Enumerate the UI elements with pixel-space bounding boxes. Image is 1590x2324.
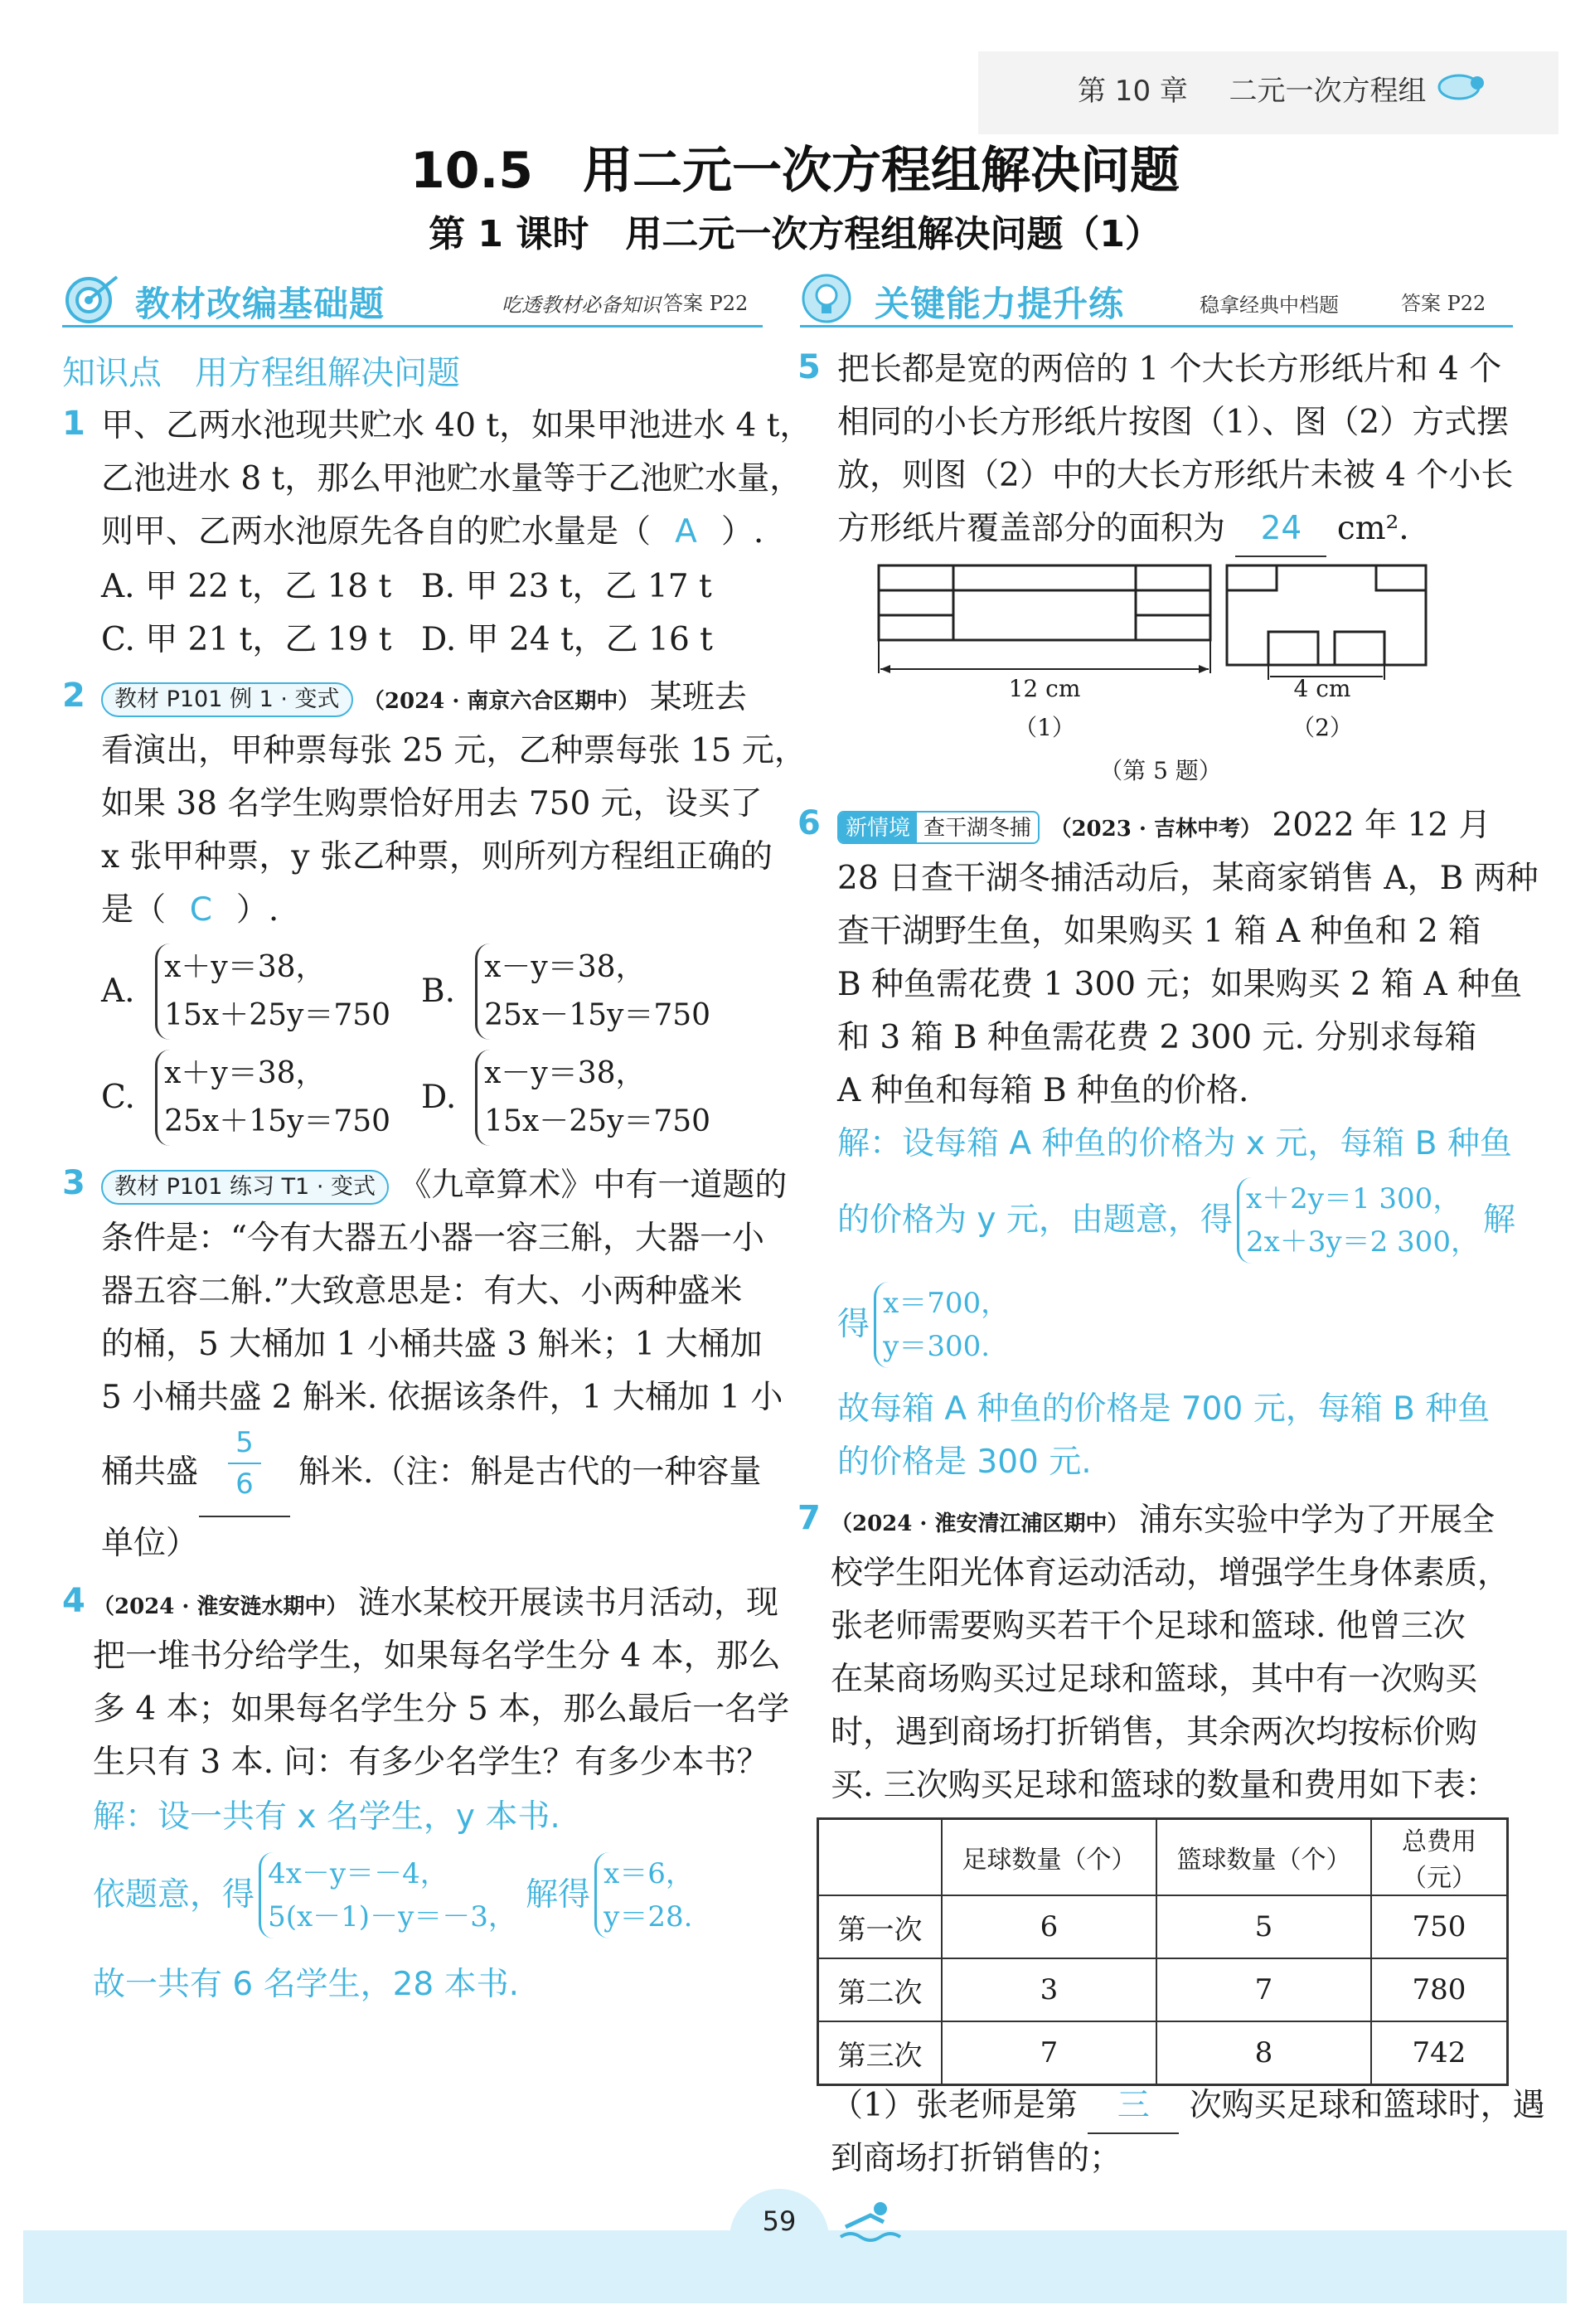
table-cell: 第三次 [818,2021,943,2085]
table-row [818,2021,1508,2085]
table-cell: 3 [942,1958,1156,2021]
equation: x＋y＝38， [164,950,326,984]
q5-line3: 放，则图（2）中的大长方形纸片未被 4 个小长 [837,457,1514,494]
q6-solution-line2 [837,1177,1515,1264]
chapter-label [1078,68,1427,109]
new-scenario-label: 新情境 [839,813,917,842]
table-cell: 742 [1371,2021,1508,2085]
q2-line3: 如果 38 名学生购票恰好用去 750 元，设买了 [101,785,763,822]
table-cell: 7 [942,2021,1156,2085]
q1-stem-end: 则甲、乙两水池原先各自的贮水量是（ [101,513,652,551]
table-cell: 第二次 [818,1958,943,2021]
option-label: C. [101,1079,135,1116]
equation: 25x－15y＝750 [484,998,711,1032]
fraction-bar [228,1463,261,1464]
q1-answer: A [675,513,697,551]
equation-system [475,1050,710,1146]
solution-text: 得 [837,1306,870,1343]
q7-line5: 时，遇到商场打折销售，其余两次均按标价购 [831,1714,1478,1751]
equation: x－y＝38， [484,1056,646,1090]
q5-fig1-label: （1） [1014,714,1075,741]
q5-figure-1 [870,557,1219,682]
q3-line2: 条件是：“今有大器五小器一容三斛，大器一小 [101,1220,764,1257]
result-system [874,1282,1009,1368]
leaf-icon [1434,66,1492,108]
q7-sub1-line2: 到商场打折销售的； [831,2140,1122,2177]
q7-sub1-text: 次购买足球和篮球时，遇 [1189,2087,1545,2124]
fraction-denominator: 6 [235,1468,254,1501]
q5-line4 [837,502,1409,557]
q2-option-c [101,1050,390,1146]
question-number: 6 [797,804,821,842]
q3-line6-pre: 桶共盛 [101,1453,199,1491]
q3-line4: 的桶，5 大桶加 1 小桶共盛 3 斛米；1 大桶加 [101,1326,763,1363]
q2-line5 [101,884,279,937]
q7-line1-tail: 浦东实验中学为了开展全 [1138,1502,1495,1539]
q1-bracket-close: ）. [720,513,764,551]
equation-system [155,944,390,1040]
option-label: A. [101,973,135,1010]
lightbulb-icon [800,272,853,325]
q2-option-b [421,944,710,1040]
question-number: 4 [62,1582,85,1620]
table-header-cell: 总费用（元） [1371,1819,1508,1896]
q6-tag [837,811,1040,844]
q6-line6: A 种鱼和每箱 B 种鱼的价格. [837,1072,1249,1109]
q1-option-d: D. 甲 24 t，乙 16 t [421,621,713,658]
q4-source: （2024 · 淮安涟水期中） [93,1594,348,1619]
q1-line3 [101,506,763,559]
q4-line3: 多 4 本；如果每名学生分 5 本，那么最后一名学 [93,1691,790,1728]
fraction-numerator: 5 [235,1426,254,1459]
q6-line3: 查干湖野生鱼，如果购买 1 箱 A 种鱼和 2 箱 [837,913,1481,950]
result-system [594,1852,694,1938]
q7-sub1-line1 [831,2079,1545,2134]
q3-line5: 5 小桶共盛 2 斛米. 依据该条件，1 大桶加 1 小 [101,1379,783,1416]
q3-line3: 器五容二斛.”大致意思是：有大、小两种盛米 [101,1273,743,1310]
equation: 5(x－1)－y＝－3， [268,1900,516,1933]
q3-line6-post: 斛米.（注：斛是古代的一种容量 [298,1453,762,1491]
left-section-subtitle: 吃透教材必备知识 [502,294,661,317]
q5-fig2-label: （2） [1292,714,1353,741]
q5-line1: 把长都是宽的两倍的 1 个大长方形纸片和 4 个 [837,351,1502,388]
q3-line1 [101,1159,787,1212]
option-label: D. [421,1079,457,1116]
solution-text: 依题意，得 [93,1876,255,1914]
chapter-number: 第 10 章 [1078,75,1188,108]
table-cell: 750 [1371,1895,1508,1958]
equation-system [259,1852,516,1938]
q5-stem-end: 方形纸片覆盖部分的面积为 [837,510,1226,547]
option-label: B. [421,973,456,1010]
right-section-header [800,270,1513,327]
q3-line7: 单位） [101,1525,199,1562]
equation: 15x－25y＝750 [484,1104,711,1138]
question-number: 3 [62,1164,85,1202]
q7-line4: 在某商场购买过足球和篮球，其中有一次购买 [831,1661,1478,1698]
table-cell: 7 [1156,1958,1371,2021]
table-cell: 780 [1371,1958,1508,2021]
table-header-cell: 篮球数量（个） [1156,1819,1371,1896]
solution-text: 解 [1483,1201,1516,1239]
q7-line6: 买. 三次购买足球和篮球的数量和费用如下表： [831,1767,1498,1804]
right-answer-ref: 答案 P22 [1401,292,1486,315]
swimmer-icon [837,2197,904,2247]
q5-line2: 相同的小长方形纸片按图（1）、图（2）方式摆 [837,404,1510,441]
q1-option-b: B. 甲 23 t，乙 17 t [421,568,712,605]
scenario-topic: 查干湖冬捕 [923,815,1032,840]
table-cell: 第一次 [818,1895,943,1958]
right-section-subtitle: 稳拿经典中档题 [1200,294,1339,317]
equation: y＝28. [604,1900,693,1933]
q7-source: （2024 · 淮安清江浦区期中） [831,1511,1129,1536]
left-section-header [62,270,763,327]
q5-unit: cm². [1336,510,1409,547]
q4-solution-line2 [93,1852,694,1938]
question-number: 2 [62,677,85,715]
table-header-cell [818,1819,943,1896]
q1-line2: 乙池进水 8 t，那么甲池贮水量等于乙池贮水量， [101,460,802,497]
q5-fig1-dimension: 12 cm [1008,675,1081,702]
q7-sub1-text: （1）张老师是第 [831,2087,1078,2124]
table-cell: 8 [1156,2021,1371,2085]
q2-option-d [421,1050,710,1146]
q7-line2: 校学生阳光体育运动活动，增强学生身体素质， [831,1555,1510,1592]
q7-line3: 张老师需要购买若干个足球和篮球. 他曾三次 [831,1608,1466,1645]
equation: 2x＋3y＝2 300， [1245,1225,1479,1259]
q6-solution-line4: 故每箱 A 种鱼的价格是 700 元，每箱 B 种鱼 [837,1390,1491,1428]
page-title: 10.5 用二元一次方程组解决问题 [410,142,1180,200]
equation: x－y＝38， [484,950,646,984]
page-number: 59 [762,2205,797,2237]
q4-solution-line3: 故一共有 6 名学生，28 本书. [93,1966,520,2003]
table-row [818,1958,1508,2021]
question-number: 7 [797,1499,821,1537]
q5-figure-2 [1219,557,1434,682]
q6-line4: B 种鱼需花费 1 300 元；如果购买 2 箱 A 种鱼 [837,966,1523,1003]
q1-option-c: C. 甲 21 t，乙 19 t [101,621,392,658]
q1-option-a: A. 甲 22 t，乙 18 t [101,568,392,605]
q4-line2: 把一堆书分给学生，如果每名学生分 4 本，那么 [93,1637,781,1675]
q6-line2: 28 日查干湖冬捕活动后，某商家销售 A，B 两种 [837,860,1539,897]
knowledge-point: 知识点 用方程组解决问题 [62,354,460,392]
q2-tag: 教材 P101 例 1 · 变式 [101,682,353,717]
q4-solution-line1: 解：设一共有 x 名学生，y 本书. [93,1798,560,1836]
q1-line1: 甲、乙两水池现共贮水 40 t，如果甲池进水 4 t， [101,407,812,444]
q2-line2: 看演出，甲种票每张 25 元，乙种票每张 15 元， [101,732,807,769]
q2-answer: C [189,891,213,929]
q2-line1-tail: 某班去 [649,679,747,716]
table-header-row [818,1819,1508,1896]
question-number: 5 [797,348,821,386]
q7-line1 [831,1494,1495,1550]
equation-system [475,944,710,1040]
q6-solution-line1: 解：设每箱 A 种鱼的价格为 x 元，每箱 B 种鱼 [837,1125,1512,1162]
q3-answer-fraction [199,1424,290,1517]
question-number: 1 [62,405,85,443]
table-row [818,1895,1508,1958]
table-cell: 6 [942,1895,1156,1958]
equation: x＋2y＝1 300， [1245,1182,1462,1215]
q2-bracket-close: ）. [235,891,279,929]
equation: x＋y＝38， [164,1056,326,1090]
q4-line4: 生只有 3 本. 问：有多少名学生？有多少本书？ [93,1744,769,1781]
q6-line1 [837,799,1491,856]
q5-fig2-dimension: 4 cm [1293,675,1351,702]
q6-line1-tail: 2022 年 12 月 [1272,807,1491,844]
q3-tag: 教材 P101 练习 T1 · 变式 [101,1170,389,1205]
q7-data-table [817,1817,1509,2086]
right-section-title: 关键能力提升练 [875,284,1125,324]
q6-solution-line5: 的价格是 300 元. [837,1443,1092,1481]
target-icon [62,274,120,325]
equation: x＝700， [883,1287,1010,1320]
equation: 15x＋25y＝750 [164,998,391,1032]
table-cell: 5 [1156,1895,1371,1958]
q4-line1 [93,1577,778,1633]
solution-text: 解得 [526,1876,591,1914]
q6-line5: 和 3 箱 B 种鱼需花费 2 300 元. 分别求每箱 [837,1019,1477,1056]
q4-line1-tail: 涟水某校开展读书月活动，现 [357,1584,778,1622]
solution-text: 的价格为 y 元，由题意，得 [837,1201,1233,1239]
q6-solution-line3 [837,1282,1009,1368]
equation: 4x－y＝－4， [268,1857,448,1890]
q2-source: （2024 · 南京六合区期中） [362,689,640,714]
equation: 25x＋15y＝750 [164,1104,391,1138]
q2-stem-end: 是（ [101,891,167,929]
q3-line1-tail: 《九章算术》中有一道题的 [399,1167,788,1204]
q5-answer: 24 [1235,502,1326,557]
left-answer-ref: 答案 P22 [663,292,749,315]
equation: y＝300. [883,1330,991,1363]
table-header-cell: 足球数量（个） [942,1819,1156,1896]
equation-system [155,1050,390,1146]
equation: x＝6， [604,1857,694,1890]
q2-option-a [101,944,390,1040]
chapter-title: 二元一次方程组 [1229,75,1427,108]
left-section-title: 教材改编基础题 [135,284,385,324]
q2-line4: x 张甲种票，y 张乙种票，则所列方程组正确的 [101,838,773,876]
equation-system [1237,1177,1479,1264]
q2-line1 [101,672,747,728]
lesson-subtitle: 第 1 课时 用二元一次方程组解决问题（1） [429,213,1161,255]
q6-source: （2023 · 吉林中考） [1049,817,1262,842]
q5-figure-caption: （第 5 题） [1099,757,1222,784]
q7-sub1-answer: 三 [1088,2079,1179,2134]
